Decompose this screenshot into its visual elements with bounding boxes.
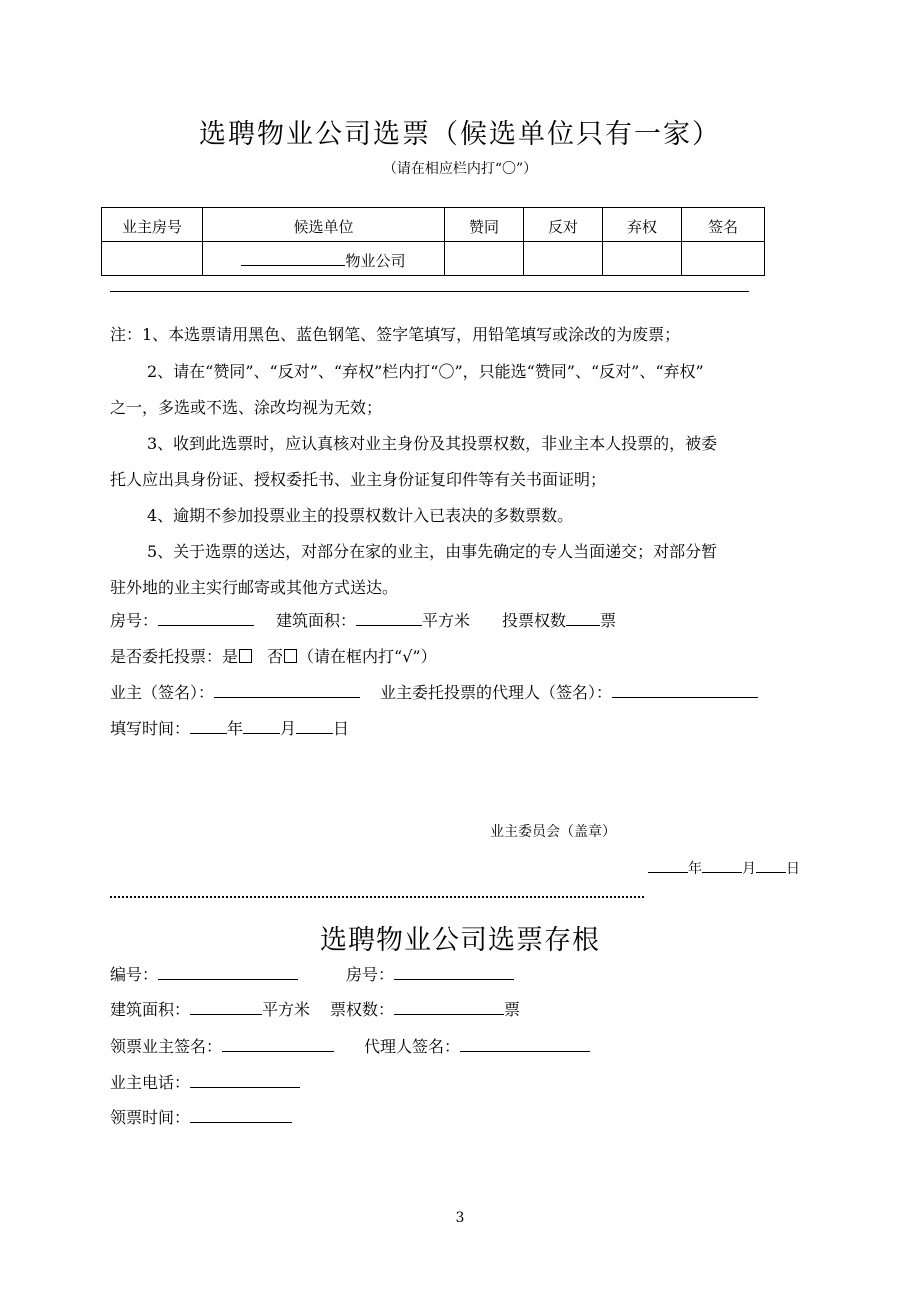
votes-label: 投票权数 (502, 611, 567, 630)
stub-room-blank[interactable] (394, 965, 514, 980)
entrust-yes-checkbox[interactable] (239, 649, 252, 663)
note-1: 注：1、本选票请用黑色、蓝色钢笔、签字笔填写，用铅笔填写或涂改的为废票； (110, 325, 681, 344)
month-blank[interactable] (243, 719, 280, 734)
stub-phone-blank[interactable] (190, 1073, 300, 1088)
signature-line (110, 680, 758, 703)
candidate-blank[interactable] (241, 251, 345, 266)
stub-votes-label: 票权数： (330, 1000, 395, 1019)
stub-area-blank[interactable] (190, 1000, 262, 1015)
year-blank[interactable] (190, 719, 227, 734)
committee-month-label: 月 (742, 861, 756, 877)
area-unit: 平方米 (422, 611, 471, 630)
entrust-label: 是否委托投票：是 (110, 647, 239, 666)
committee-date (648, 858, 800, 878)
cut-line (110, 896, 644, 898)
entrust-hint: （请在框内打“√”） (298, 647, 437, 666)
room-area-votes-line (110, 608, 616, 631)
cell-agree[interactable] (445, 242, 524, 276)
area-label: 建筑面积： (276, 611, 357, 630)
committee-month-blank[interactable] (702, 858, 742, 873)
entrust-line (110, 644, 437, 667)
ballot-title: 选聘物业公司选票（候选单位只有一家） (199, 119, 721, 150)
fill-time-line (110, 716, 349, 739)
year-label: 年 (227, 719, 244, 738)
note-3-cont: 托人应出具身份证、授权委托书、业主身份证复印件等有关书面证明； (110, 470, 607, 489)
committee-year-label: 年 (688, 861, 702, 877)
stub-serial-line (110, 962, 514, 985)
area-blank[interactable] (356, 611, 422, 626)
ballot-table (101, 207, 765, 276)
stub-title: 选聘物业公司选票存根 (320, 925, 600, 956)
cell-candidate[interactable] (203, 242, 445, 276)
fill-time-label: 填写时间： (110, 719, 191, 738)
page-number: 3 (455, 1210, 465, 1226)
stub-area-label: 建筑面积： (110, 1000, 191, 1019)
ballot-subtitle: （请在相应栏内打“〇”） (382, 161, 538, 177)
day-blank[interactable] (296, 719, 333, 734)
table-row (102, 242, 765, 276)
header-signature: 签名 (682, 208, 765, 242)
candidate-suffix: 物业公司 (345, 252, 406, 270)
stub-time-label: 领票时间： (110, 1108, 191, 1127)
note-2: 2、请在“赞同”、“反对”、“弃权”栏内打“〇”，只能选“赞同”、“反对”、“弃权” (147, 362, 704, 381)
note-5: 5、关于选票的送达，对部分在家的业主，由事先确定的专人当面递交；对部分暂 (147, 542, 718, 561)
separator-line (110, 291, 749, 292)
committee-day-blank[interactable] (756, 858, 786, 873)
proxy-sign-blank[interactable] (612, 683, 758, 698)
entrust-no-label: 否 (267, 647, 284, 666)
stub-phone-line (110, 1070, 300, 1093)
stub-time-blank[interactable] (190, 1108, 292, 1123)
header-agree: 赞同 (445, 208, 524, 242)
committee-seal-label: 业主委员会（盖章） (490, 824, 616, 840)
stub-serial-blank[interactable] (158, 965, 298, 980)
day-label: 日 (333, 719, 350, 738)
cell-abstain[interactable] (603, 242, 682, 276)
votes-blank[interactable] (566, 611, 600, 626)
votes-unit: 票 (600, 611, 617, 630)
stub-proxy-sign-blank[interactable] (460, 1037, 590, 1052)
stub-serial-label: 编号： (110, 965, 159, 984)
header-oppose: 反对 (524, 208, 603, 242)
stub-area-line (110, 997, 520, 1020)
stub-proxy-sign-label: 代理人签名： (364, 1037, 461, 1056)
cell-oppose[interactable] (524, 242, 603, 276)
stub-votes-unit: 票 (504, 1000, 521, 1019)
stub-votes-blank[interactable] (394, 1000, 504, 1015)
note-2-cont: 之一，多选或不选、涂改均视为无效； (110, 398, 383, 417)
stub-phone-label: 业主电话： (110, 1073, 191, 1092)
room-blank[interactable] (158, 611, 254, 626)
note-4: 4、逾期不参加投票业主的投票权数计入已表决的多数票数。 (147, 506, 574, 525)
owner-sign-label: 业主（签名）： (110, 683, 215, 702)
table-header-row (102, 208, 765, 242)
stub-owner-sign-blank[interactable] (222, 1037, 334, 1052)
header-candidate: 候选单位 (203, 208, 445, 242)
note-5-cont: 驻外地的业主实行邮寄或其他方式送达。 (110, 578, 399, 597)
stub-room-label: 房号： (346, 965, 395, 984)
stub-area-unit: 平方米 (262, 1000, 311, 1019)
header-room: 业主房号 (102, 208, 203, 242)
month-label: 月 (280, 719, 297, 738)
committee-year-blank[interactable] (648, 858, 688, 873)
committee-day-label: 日 (786, 861, 800, 877)
entrust-no-checkbox[interactable] (284, 649, 297, 663)
stub-owner-sign-label: 领票业主签名： (110, 1037, 223, 1056)
note-3: 3、收到此选票时，应认真核对业主身份及其投票权数，非业主本人投票的，被委 (147, 434, 718, 453)
proxy-sign-label: 业主委托投票的代理人（签名）： (380, 683, 613, 702)
room-label: 房号： (110, 611, 159, 630)
owner-sign-blank[interactable] (214, 683, 360, 698)
stub-sign-line (110, 1034, 590, 1057)
header-abstain: 弃权 (603, 208, 682, 242)
cell-signature[interactable] (682, 242, 765, 276)
stub-time-line (110, 1105, 292, 1128)
cell-room[interactable] (102, 242, 203, 276)
